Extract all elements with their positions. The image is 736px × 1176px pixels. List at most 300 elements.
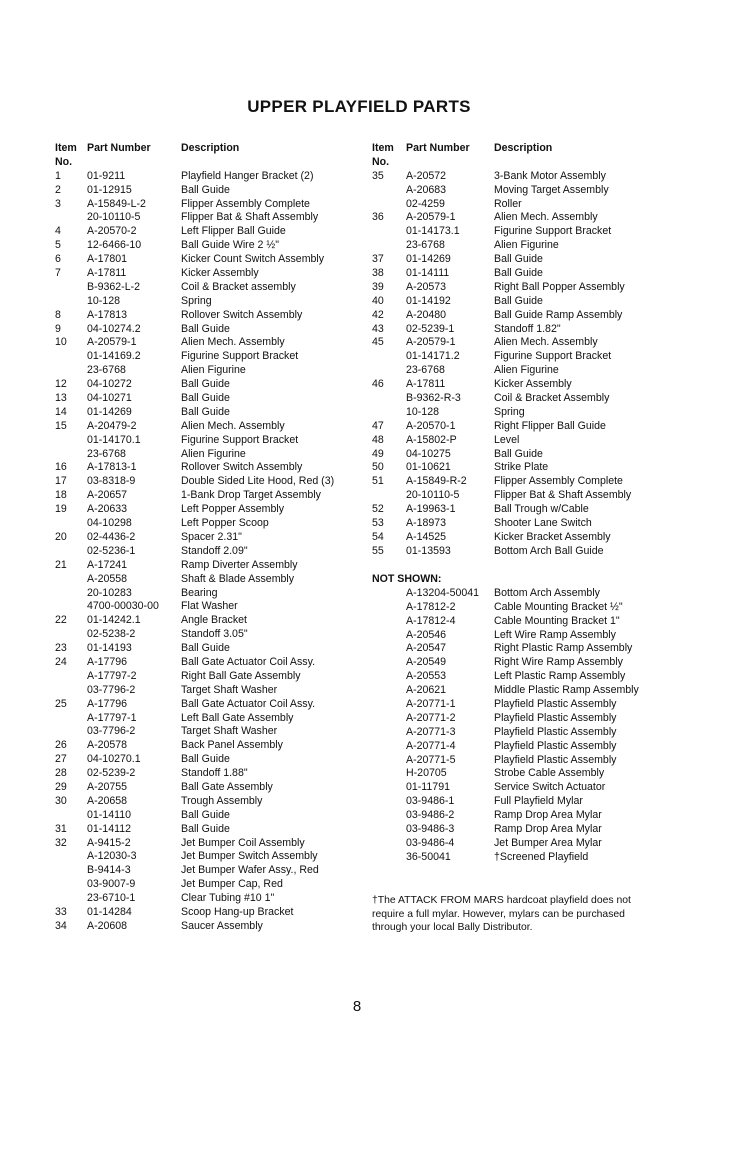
table-row: [372, 392, 672, 406]
part-number: A-20683: [406, 183, 447, 196]
part-description: Playfield Plastic Assembly: [494, 725, 617, 738]
table-row: [55, 684, 375, 698]
table-row: [372, 350, 672, 364]
table-row: [55, 809, 375, 823]
header-no: No.: [372, 155, 390, 168]
part-description: Standoff 1.82": [494, 322, 561, 335]
table-row: [372, 656, 623, 670]
item-number: 17: [55, 475, 67, 488]
part-description: Alien Mech. Assembly: [494, 336, 598, 349]
item-number: 6: [55, 253, 61, 266]
table-row: [55, 892, 375, 906]
table-row: [55, 712, 375, 726]
header-description: Description: [494, 142, 553, 154]
part-description: Flipper Assembly Complete: [181, 197, 310, 210]
item-number: 1: [55, 169, 61, 182]
part-description: Level: [494, 433, 520, 446]
part-description: Ball Trough w/Cable: [494, 503, 589, 516]
table-row: [55, 253, 375, 267]
table-row: [372, 531, 672, 545]
part-description: Trough Assembly: [181, 794, 263, 807]
table-row: [55, 323, 375, 337]
part-description: Ball Guide: [181, 322, 230, 335]
table-row: [55, 295, 375, 309]
table-row: [55, 920, 375, 934]
part-description: Standoff 1.88": [181, 767, 248, 780]
part-description: Full Playfield Mylar: [494, 795, 583, 808]
part-description: Ball Guide: [181, 753, 230, 766]
table-row: [55, 378, 375, 392]
part-number: A-20558: [87, 572, 128, 585]
part-number: 23-6768: [87, 447, 126, 460]
item-number: 8: [55, 308, 61, 321]
item-number: 55: [372, 544, 384, 557]
part-number: A-20578: [87, 739, 128, 752]
part-number: 01-12915: [87, 183, 132, 196]
part-description: 1-Bank Drop Target Assembly: [181, 489, 321, 502]
part-description: Right Plastic Ramp Assembly: [494, 642, 633, 655]
item-number: 9: [55, 322, 61, 335]
item-number: 54: [372, 530, 384, 543]
part-number: A-17796: [87, 655, 128, 668]
table-row: [372, 767, 605, 781]
part-description: Alien Figurine: [494, 239, 559, 252]
part-description: Right Ball Gate Assembly: [181, 669, 301, 682]
part-description: Playfield Plastic Assembly: [494, 739, 617, 752]
item-number: 19: [55, 503, 67, 516]
part-number: A-20771-3: [406, 725, 456, 738]
table-header: [372, 142, 672, 156]
table-row: [372, 475, 672, 489]
part-number: 01-14284: [87, 905, 132, 918]
table-row: [55, 336, 375, 350]
table-row: [55, 434, 375, 448]
table-row: [55, 475, 375, 489]
part-number: 01-14171.2: [406, 350, 460, 363]
not-shown-list: [372, 586, 639, 865]
part-description: Alien Figurine: [181, 447, 246, 460]
table-row: [372, 323, 672, 337]
table-row: [372, 281, 672, 295]
part-number: 02-5238-2: [87, 628, 136, 641]
part-description: Strobe Cable Assembly: [494, 767, 605, 780]
part-description: Clear Tubing #10 1": [181, 892, 275, 905]
part-description: Ball Guide: [181, 378, 230, 391]
table-row: [372, 503, 672, 517]
item-number: 10: [55, 336, 67, 349]
part-description: Ball Guide: [494, 267, 543, 280]
table-row: [372, 711, 617, 726]
item-number: 48: [372, 433, 384, 446]
table-row: [372, 586, 600, 601]
table-row: [55, 600, 375, 614]
table-row: [55, 739, 375, 753]
part-number: 03-9486-4: [406, 836, 455, 849]
part-number: A-20771-5: [406, 753, 456, 766]
table-row: [55, 448, 375, 462]
part-description: Angle Bracket: [181, 614, 247, 627]
part-number: 04-10272: [87, 378, 132, 391]
item-number: 21: [55, 558, 67, 571]
part-number: 03-8318-9: [87, 475, 136, 488]
table-row: [372, 448, 672, 462]
part-description: Right Flipper Ball Guide: [494, 419, 606, 432]
part-description: Alien Figurine: [181, 364, 246, 377]
part-description: Alien Mech. Assembly: [181, 419, 285, 432]
item-number: 18: [55, 489, 67, 502]
part-description: Rollover Switch Assembly: [181, 461, 303, 474]
part-description: Ball Guide: [494, 447, 543, 460]
table-row: [55, 725, 375, 739]
item-number: 20: [55, 530, 67, 543]
part-number: A-14525: [406, 530, 447, 543]
table-row: [372, 795, 583, 809]
header-item: Item: [55, 142, 77, 154]
item-number: 15: [55, 419, 67, 432]
table-row: [55, 225, 375, 239]
part-description: Ramp Drop Area Mylar: [494, 809, 602, 822]
table-row: [372, 809, 602, 823]
table-row: [372, 461, 672, 475]
table-row: [372, 642, 633, 656]
part-number: A-20621: [406, 684, 447, 697]
part-description: Right Ball Popper Assembly: [494, 280, 625, 293]
item-number: 13: [55, 392, 67, 405]
part-description: Figurine Support Bracket: [181, 350, 299, 363]
part-description: Ball Guide: [181, 405, 230, 418]
part-description: Coil & Bracket Assembly: [494, 392, 610, 405]
part-description: Spring: [181, 294, 212, 307]
item-number: 36: [372, 211, 384, 224]
item-number: 27: [55, 753, 67, 766]
table-row: [55, 170, 375, 184]
part-number: A-20547: [406, 642, 447, 655]
part-description: Target Shaft Washer: [181, 725, 278, 738]
header-no: No.: [55, 155, 73, 168]
part-description: Ball Guide: [181, 392, 230, 405]
table-row: [372, 239, 672, 253]
part-description: Shooter Lane Switch: [494, 517, 592, 530]
table-row: [55, 878, 375, 892]
item-number: 34: [55, 919, 67, 932]
table-row: [372, 198, 672, 212]
footnote: †The ATTACK FROM MARS hardcoat playfield does not require a full mylar. However, mylars can be purchased through your local Bally Distributor.: [372, 895, 631, 934]
item-number: 26: [55, 739, 67, 752]
table-row: [55, 350, 375, 364]
part-description: Alien Figurine: [494, 364, 559, 377]
part-number: 10-128: [87, 294, 120, 307]
item-number: 23: [55, 642, 67, 655]
part-number: A-17796: [87, 697, 128, 710]
table-row: [55, 392, 375, 406]
part-number: A-17797-2: [87, 669, 137, 682]
item-number: 49: [372, 447, 384, 460]
part-description: Scoop Hang-up Bracket: [181, 905, 294, 918]
table-row: [55, 267, 375, 281]
item-number: 3: [55, 197, 61, 210]
part-number: 02-4436-2: [87, 530, 136, 543]
table-row: [372, 698, 617, 712]
part-description: Flipper Bat & Shaft Assembly: [181, 211, 319, 224]
table-row: [55, 531, 375, 545]
table-row: [372, 600, 623, 615]
right-parts-table: [372, 142, 672, 559]
item-number: 22: [55, 614, 67, 627]
table-row: [372, 267, 672, 281]
part-number: A-18973: [406, 517, 447, 530]
table-row: [55, 837, 375, 851]
item-number: 37: [372, 253, 384, 266]
table-row: [55, 781, 375, 795]
item-number: 38: [372, 267, 384, 280]
item-number: 40: [372, 294, 384, 307]
part-number: 01-11791: [406, 781, 450, 794]
part-description: Playfield Plastic Assembly: [494, 698, 617, 711]
table-row: [55, 211, 375, 225]
table-row: [55, 281, 375, 295]
part-number: A-19963-1: [406, 503, 456, 516]
part-number: 03-9486-1: [406, 795, 455, 808]
part-description: Ball Guide: [494, 253, 543, 266]
table-row: [55, 420, 375, 434]
part-number: 02-5239-1: [406, 322, 455, 335]
part-number: 36-50041: [406, 850, 451, 863]
part-number: H-20705: [406, 767, 447, 780]
part-number: A-20771-4: [406, 739, 456, 752]
part-number: 23-6768: [87, 364, 126, 377]
part-number: A-12030-3: [87, 850, 137, 863]
part-number: 01-14173.1: [406, 225, 460, 238]
part-description: Cable Mounting Bracket ½": [494, 600, 623, 613]
part-number: 01-14242.1: [87, 614, 141, 627]
part-number: A-15802-P: [406, 433, 457, 446]
part-description: Strike Plate: [494, 461, 549, 474]
table-row: [55, 850, 375, 864]
table-row: [372, 170, 672, 184]
item-number: 7: [55, 267, 61, 280]
part-number: 01-14110: [87, 808, 131, 821]
part-description: Left Popper Assembly: [181, 503, 285, 516]
part-number: 01-14112: [87, 822, 131, 835]
table-row: [55, 309, 375, 323]
part-number: A-17801: [87, 253, 128, 266]
part-number: A-20771-1: [406, 698, 456, 711]
part-description: Rollover Switch Assembly: [181, 308, 303, 321]
part-number: A-20579-1: [406, 211, 456, 224]
table-row: [55, 656, 375, 670]
part-description: Ball Gate Actuator Coil Assy.: [181, 697, 316, 710]
table-row: [372, 684, 639, 698]
part-description: Kicker Count Switch Assembly: [181, 253, 325, 266]
part-number: 02-5236-1: [87, 544, 136, 557]
table-row: [55, 559, 375, 573]
part-number: A-17797-1: [87, 711, 137, 724]
table-row: [55, 698, 375, 712]
part-number: 20-10110-5: [406, 489, 460, 502]
table-row: [372, 420, 672, 434]
part-description: Ball Guide: [181, 808, 230, 821]
table-row: [55, 517, 375, 531]
table-row: [55, 906, 375, 920]
item-number: 35: [372, 169, 384, 182]
part-number: A-20658: [87, 794, 128, 807]
part-description: Ball Guide: [494, 294, 543, 307]
part-description: Kicker Assembly: [181, 267, 259, 280]
table-row: [372, 336, 672, 350]
part-number: 01-10621: [406, 461, 451, 474]
part-number: 01-14192: [406, 294, 451, 307]
part-description: Flipper Bat & Shaft Assembly: [494, 489, 632, 502]
part-description: Standoff 3.05": [181, 628, 248, 641]
part-number: 01-13593: [406, 544, 451, 557]
part-description: Playfield Plastic Assembly: [494, 711, 617, 724]
part-description: Roller: [494, 197, 522, 210]
part-description: Left Ball Gate Assembly: [181, 711, 294, 724]
part-description: Jet Bumper Cap, Red: [181, 878, 283, 891]
part-description: Spring: [494, 405, 525, 418]
part-number: 23-6710-1: [87, 892, 136, 905]
table-row: [55, 198, 375, 212]
part-description: Coil & Bracket assembly: [181, 280, 296, 293]
part-description: Bearing: [181, 586, 218, 599]
item-number: 30: [55, 794, 67, 807]
table-row: [55, 461, 375, 475]
part-description: Bottom Arch Ball Guide: [494, 544, 604, 557]
part-description: Left Plastic Ramp Assembly: [494, 670, 626, 683]
part-description: Standoff 2.09": [181, 544, 248, 557]
page-title: UPPER PLAYFIELD PARTS: [247, 97, 471, 116]
item-number: 39: [372, 280, 384, 293]
part-description: Flat Washer: [181, 600, 238, 613]
part-description: Jet Bumper Coil Assembly: [181, 836, 305, 849]
left-table-body: [55, 170, 375, 934]
part-number: 01-9211: [87, 169, 126, 182]
part-number: A-17811: [87, 267, 127, 280]
table-row: [55, 545, 375, 559]
part-number: A-17813-1: [87, 461, 137, 474]
item-number: 5: [55, 239, 61, 252]
part-number: 04-10298: [87, 517, 132, 530]
table-row: [55, 642, 375, 656]
table-row: [372, 781, 606, 795]
left-parts-table: [55, 142, 375, 934]
table-row: [55, 239, 375, 253]
table-row: [55, 670, 375, 684]
table-row: [372, 211, 672, 225]
table-row: [372, 225, 672, 239]
part-number: A-20570-1: [406, 419, 456, 432]
part-number: 01-14169.2: [87, 350, 141, 363]
item-number: 32: [55, 836, 67, 849]
table-row: [372, 434, 672, 448]
table-header-sub: [372, 156, 672, 170]
part-number: B-9414-3: [87, 864, 131, 877]
part-description: Ball Guide: [181, 183, 230, 196]
part-description: Back Panel Assembly: [181, 739, 283, 752]
part-number: A-20553: [406, 670, 447, 683]
header-part-number: Part Number: [406, 142, 470, 154]
part-number: A-15849-R-2: [406, 475, 467, 488]
part-description: †Screened Playfield: [494, 850, 589, 863]
part-description: Left Flipper Ball Guide: [181, 225, 286, 238]
part-number: A-17812-2: [406, 600, 456, 613]
part-number: A-17241: [87, 558, 128, 571]
part-number: 04-10270.1: [87, 753, 141, 766]
part-description: Service Switch Actuator: [494, 781, 606, 794]
header-description: Description: [181, 142, 240, 154]
part-description: Jet Bumper Wafer Assy., Red: [181, 864, 319, 877]
item-number: 53: [372, 517, 384, 530]
right-table-body: [372, 170, 672, 559]
part-number: 01-14269: [406, 253, 451, 266]
table-row: [55, 184, 375, 198]
table-row: [55, 864, 375, 878]
part-description: Jet Bumper Switch Assembly: [181, 850, 318, 863]
table-row: [372, 517, 672, 531]
part-number: A-20755: [87, 780, 128, 793]
part-number: A-20479-2: [87, 419, 137, 432]
item-number: 2: [55, 183, 61, 196]
part-number: A-20579-1: [406, 336, 456, 349]
part-number: A-17811: [406, 378, 446, 391]
table-row: [372, 836, 602, 851]
table-row: [55, 767, 375, 781]
part-number: A-20633: [87, 503, 128, 516]
part-number: 23-6768: [406, 364, 445, 377]
table-row: [372, 753, 617, 768]
part-number: 4700-00030-00: [87, 600, 159, 613]
part-description: Ball Gate Assembly: [181, 780, 273, 793]
part-number: 12-6466-10: [87, 239, 142, 252]
part-description: Spacer 2.31": [181, 530, 242, 543]
part-description: Ball Guide Ramp Assembly: [494, 308, 623, 321]
item-number: 51: [372, 475, 384, 488]
header-item: Item: [372, 142, 394, 154]
table-row: [372, 489, 672, 503]
item-number: 43: [372, 322, 384, 335]
item-number: 42: [372, 308, 384, 321]
page-number: 8: [352, 998, 362, 1015]
part-number: 01-14269: [87, 405, 132, 418]
part-description: Middle Plastic Ramp Assembly: [494, 684, 639, 697]
item-number: 33: [55, 905, 67, 918]
part-number: 01-14170.1: [87, 433, 141, 446]
part-number: A-20546: [406, 628, 447, 641]
table-row: [372, 725, 617, 740]
table-row: [372, 378, 672, 392]
part-description: Ramp Drop Area Mylar: [494, 823, 602, 836]
part-description: Ball Guide: [181, 822, 230, 835]
part-number: A-20570-2: [87, 225, 137, 238]
table-row: [55, 406, 375, 420]
part-number: 03-9007-9: [87, 878, 136, 891]
part-description: Right Wire Ramp Assembly: [494, 656, 623, 669]
part-number: 10-128: [406, 405, 439, 418]
part-description: Playfield Plastic Assembly: [494, 753, 617, 766]
part-description: Figurine Support Bracket: [494, 225, 612, 238]
part-description: Double Sided Lite Hood, Red (3): [181, 475, 335, 488]
table-row: [372, 406, 672, 420]
table-row: [55, 795, 375, 809]
part-number: 03-9486-2: [406, 809, 455, 822]
table-row: [372, 295, 672, 309]
header-part-number: Part Number: [87, 142, 151, 154]
table-row: [372, 614, 620, 629]
part-number: A-15849-L-2: [87, 197, 146, 210]
item-number: 46: [372, 378, 384, 391]
part-number: 02-4259: [406, 197, 445, 210]
table-row: [372, 739, 617, 754]
